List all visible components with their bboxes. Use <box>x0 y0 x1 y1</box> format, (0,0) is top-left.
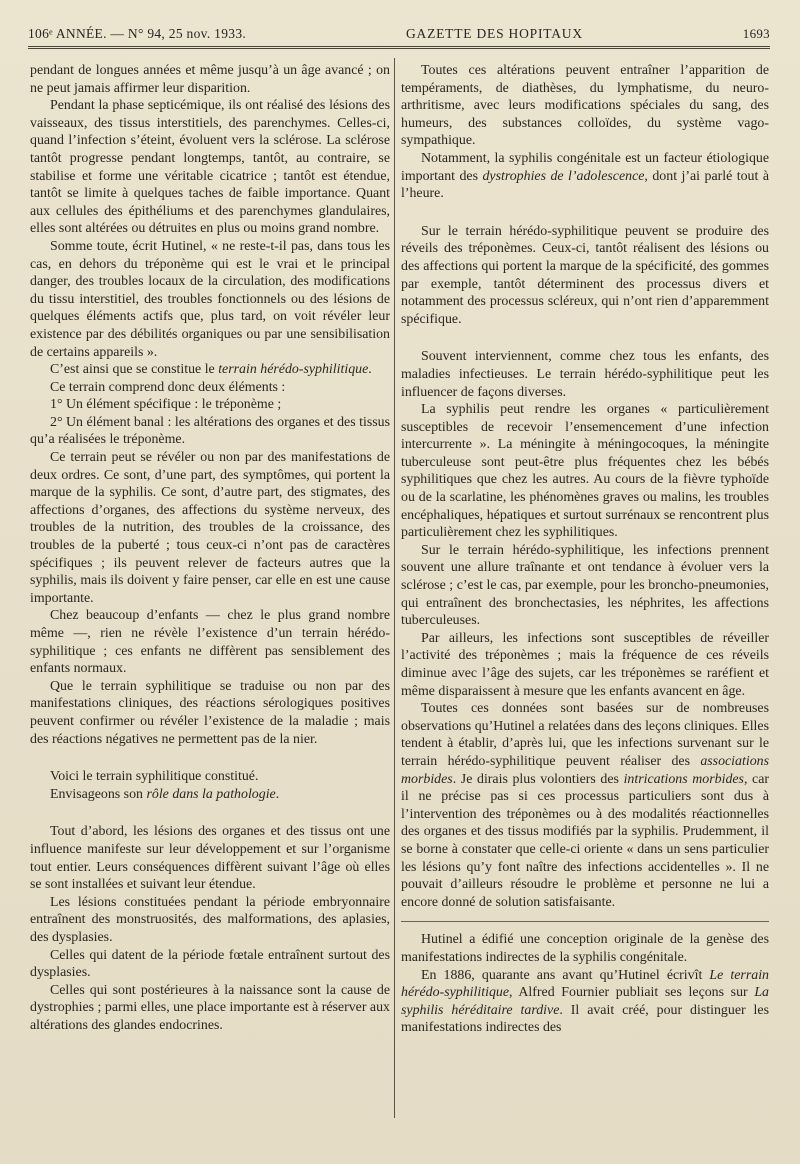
paragraph-gap <box>30 748 390 768</box>
paragraph <box>30 894 390 947</box>
text-run: , dont j’ai parlé tout à l’heure. <box>401 168 769 202</box>
text-run: . <box>275 786 280 802</box>
paragraph <box>30 379 390 397</box>
paragraph <box>30 396 390 414</box>
column-divider <box>394 58 395 1118</box>
paragraph <box>401 150 769 203</box>
paragraph-gap <box>401 203 769 223</box>
text-run: Par ailleurs, les infections sont susceptibles de réveiller l’activité des tréponèmes ; mais la fréquence de ces réveils diminue avec l’âge des sujets, car les tréponèmes se raréfient et même disparaissent à mesure que les enfants avancent en âge. <box>401 630 769 699</box>
text-run: . <box>368 362 372 378</box>
text-run: Hutinel a édifié une conception originale de la genèse des manifestations indirectes de la syphilis congénitale. <box>401 932 769 965</box>
italic-text: terrain hérédo-syphilitique <box>218 362 369 378</box>
text-run: Celles qui datent de la période fœtale entraînent surtout des dysplasies. <box>30 947 390 981</box>
text-run: Tout d’abord, les lésions des organes et des tissus ont une influence manifeste sur leur développement et sur l’organisme tout entier. Leurs conséquences diffèrent suivant l’âge où elles se sont installées et suivant leur étendue. <box>30 824 390 893</box>
text-run: . Je dirais plus volontiers des <box>452 771 624 787</box>
text-run: Toutes ces données sont basées sur de nombreuses observations qu’Hutinel a relatées dans des leçons cliniques. Elles tendent à établir, d’après lui, que les infections survenant sur le terrain hérédo-syphilitique peuvent réaliser des <box>401 701 769 769</box>
paragraph <box>30 982 390 1035</box>
page-header <box>28 16 770 49</box>
text-run: 2° Un élément banal : les altérations des organes et des tissus qu’a réalisées le tréponème. <box>30 414 390 448</box>
text-run: 1° Un élément spécifique : le tréponème ; <box>50 397 282 413</box>
issue-line: 106ᵉ ANNÉE. — N° 94, 25 nov. 1933. <box>28 26 247 41</box>
italic-text: La syphilis héréditaire tardive <box>401 985 769 1018</box>
text-run: C’est ainsi que se constitue le <box>50 362 219 378</box>
text-run: Celles qui sont postérieures à la naissance sont la cause de dystrophies ; parmi elles, une place importante est à réserver aux altérations des glandes endocrines. <box>30 982 390 1033</box>
paragraph <box>401 967 769 1037</box>
paragraph <box>30 238 390 361</box>
text-run: . Il avait créé, pour distinguer les manifestations indirectes des <box>401 1002 769 1036</box>
paragraph-gap <box>30 803 390 823</box>
section-divider <box>401 911 769 931</box>
paragraph <box>30 768 390 786</box>
text-run: Toutes ces altérations peuvent entraîner l’apparition de tempéraments, de diathèses, du lymphatisme, du neuro-arthritisme, avec leurs modifications spéciales du sang, des humeurs, des substances colloïdes, du système vago-sympathique. <box>401 63 769 149</box>
paragraph-gap <box>401 328 769 348</box>
italic-text: rôle dans la pathologie <box>146 786 276 802</box>
text-run: Chez beaucoup d’enfants — chez le plus grand nombre même —, rien ne révèle l’existence d’un terrain hérédo-syphilitique ; ces enfants ne diffèrent pas sensiblement des enfants normaux. <box>30 608 390 677</box>
paragraph <box>401 62 769 150</box>
text-run: Somme toute, écrit Hutinel, « ne reste-t-il pas, dans tous les cas, en dehors du tréponème qui est le vrai et le principal danger, des troubles locaux de la circulation, des modifications du tissu interstitiel, des troubles fonctionnels ou des lésions de quelques éléments actifs que, plus tard, on voit révéler leur existence par des débilités organiques ou par une sensibilisation de certains appareils ». <box>30 238 390 360</box>
journal-title: GAZETTE DES HOPITAUX <box>405 26 583 41</box>
text-run: Les lésions constituées pendant la période embryonnaire entraînent des monstruosités, des malformations, des aplasies, des dysplasies. <box>30 894 390 945</box>
text-run: Sur le terrain hérédo-syphilitique peuvent se produire des réveils des tréponèmes. Ceux-ci, tantôt réalisent des lésions ou des affections qui portent la marque de la spécificité, des gommes par exemple, tantôt déterminent des processus divers et notamment des processus scléreux, qui n’ont rien d’apparemment spécifique. <box>401 223 769 327</box>
paragraph <box>30 607 390 677</box>
text-run: Notamment, la syphilis congénitale est un facteur étiologique important des <box>401 150 769 184</box>
paragraph <box>401 700 769 911</box>
italic-text: associations morbides <box>401 753 769 787</box>
italic-text: Le terrain hérédo-syphilitique <box>401 967 769 1001</box>
paragraph <box>30 678 390 748</box>
italic-text: dystrophies de l’adolescence <box>482 168 645 184</box>
text-run: Que le terrain syphilitique se traduise ou non par des manifestations cliniques, des réactions sérologiques positives peuvent confirmer ou révéler l’existence de la maladie ; mais des réactions négatives ne permettent pas de la nier. <box>30 678 390 747</box>
text-run: Souvent interviennent, comme chez tous les enfants, des maladies infectieuses. Le terrain hérédo-syphilitique peut les influencer de façons diverses. <box>401 349 769 400</box>
paragraph <box>30 449 390 607</box>
text-run: La syphilis peut rendre les organes « particulièrement susceptibles de recevoir l’ensemencement d’une infection intercurrente ». La méningite à méningocoques, la méningite tuberculeuse sont peut-être plus fréquentes chez les bébés syphilitiques que chez les autres. Au cours de la fièvre typhoïde ou de la scarlatine, les phénomènes graves ou malins, les troubles encéphaliques, hépatiques et surtout surrénaux se rencontrent plus particulièrement chez les syphilitiques. <box>401 402 769 541</box>
text-run: Envisageons son <box>50 786 147 802</box>
left-column <box>30 62 390 1034</box>
paragraph <box>401 931 769 966</box>
paragraph <box>30 823 390 893</box>
text-run: Ce terrain comprend donc deux éléments : <box>50 379 286 395</box>
text-run: Voici le terrain syphilitique constitué. <box>50 769 259 785</box>
text-run: pendant de longues années et même jusqu’à un âge avancé ; on ne peut jamais affirmer leur disparition. <box>30 63 390 96</box>
paragraph <box>30 361 390 379</box>
paragraph <box>401 630 769 700</box>
paragraph <box>401 401 769 542</box>
page-number: 1693 <box>742 26 770 41</box>
paragraph <box>401 542 769 630</box>
italic-text: intrications morbides <box>623 771 744 787</box>
paragraph <box>30 414 390 449</box>
text-run: , car il ne précise pas si ces processus particuliers sont dus à l’intervention des tréponèmes ou à des modalités réactionnelles des organes et des tissus modifiés par la syphilis. Prudemment, il se borne à constater que celle-ci oriente « dans un sens particulier les lésions qu’y font naître des infections accidentelles ». Il ne pouvait d’ailleurs résoudre le problème et personne ne lui a encore donné de solution satisfaisante. <box>401 771 770 910</box>
paragraph <box>30 97 390 238</box>
text-run: En 1886, quarante ans avant qu’Hutinel écrivît <box>421 967 710 983</box>
paragraph <box>30 786 390 804</box>
paragraph <box>401 348 769 401</box>
text-run: Pendant la phase septicémique, ils ont réalisé des lésions des vaisseaux, des tissus interstitiels, des parenchymes. Celles-ci, quand l’infection s’éteint, évoluent vers la sclérose. La sclérose tantôt progresse pendant longtemps, tantôt, au contraire, se stabilise et forme une véritable cicatrice ; tantôt est étendue, tantôt se limite à quelques taches de faible importance. Quant aux cellules des épithéliums et des parenchymes glandulaires, elles sont altérées ou détruites en plus ou moins grand nombre. <box>30 98 390 237</box>
text-run: Sur le terrain hérédo-syphilitique, les infections prennent souvent une allure traînante et ont tendance à évoluer vers la sclérose ; c’est le cas, par exemple, pour les broncho-pneumonies, qui entraînent des bronchectasies, les néphrites, les affections tuberculeuses. <box>401 542 769 629</box>
right-column <box>401 62 769 1037</box>
paragraph <box>30 62 390 97</box>
text-run: Ce terrain peut se révéler ou non par des manifestations de deux ordres. Ce sont, d’une part, des symptômes, qui portent la marque de la syphilis. Ce sont, d’autre part, des stigmates, des affections d’organes, des affections du système nerveux, des troubles de la nutrition, des troubles de la croissance, des troubles de la puberté ; tous ceux-ci n’ont pas de caractères spécifiques ; ils peuvent relever de facteurs autres que la syphilis, mais ils doivent y faire penser, car elle en est une cause importante. <box>30 450 390 606</box>
text-run: , Alfred Fournier publiait ses leçons sur <box>509 985 755 1001</box>
paragraph <box>30 947 390 982</box>
paragraph <box>401 223 769 329</box>
